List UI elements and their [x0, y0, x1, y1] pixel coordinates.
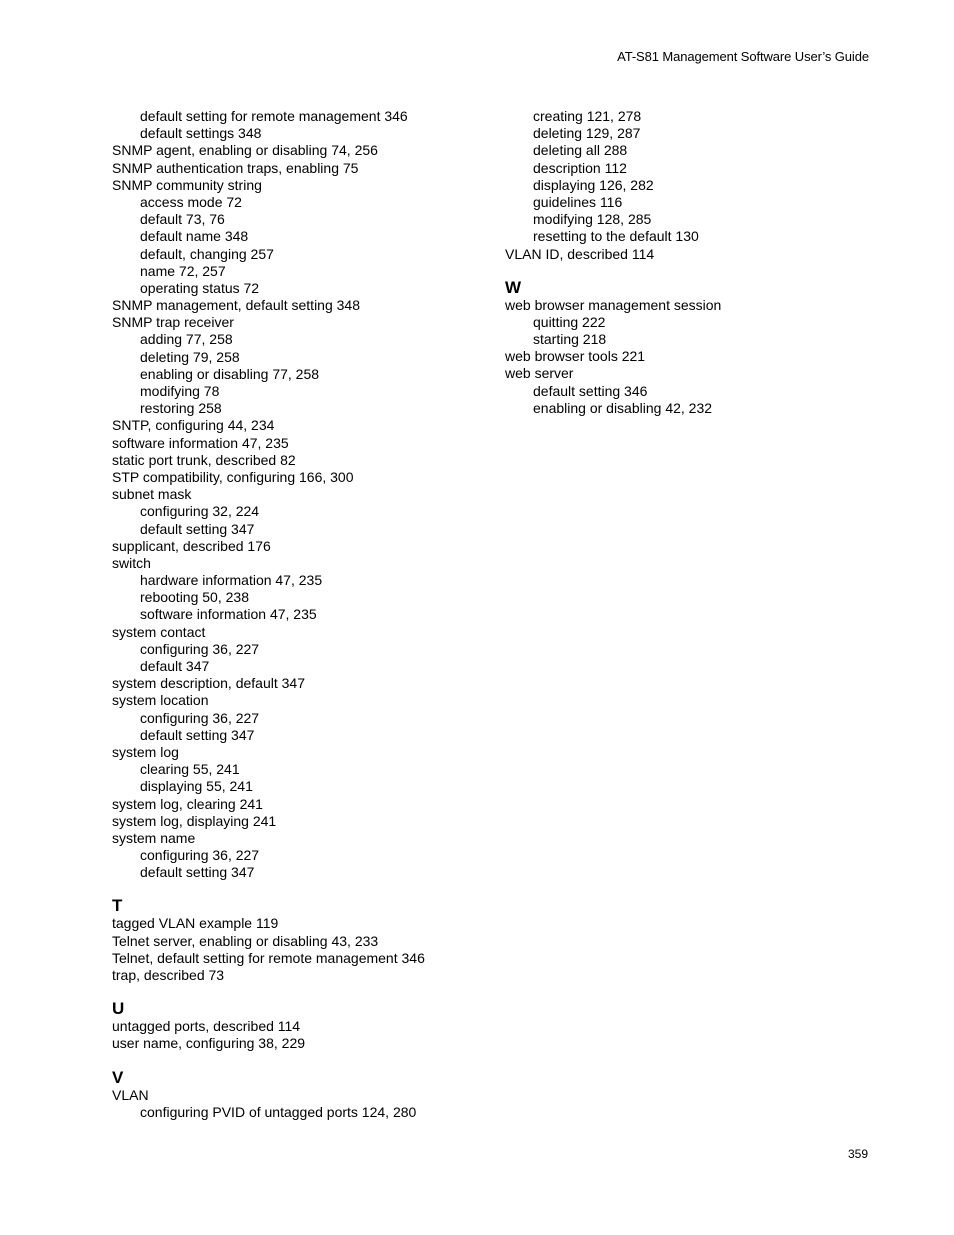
index-entry: software information 47, 235 — [112, 434, 289, 451]
index-entry: system log, displaying 241 — [112, 812, 277, 829]
index-entry: tagged VLAN example 119 — [112, 915, 279, 932]
index-entry: SNMP authentication traps, enabling 75 — [112, 159, 359, 176]
index-entry: system contact — [112, 623, 206, 640]
index-subentry: software information 47, 235 — [140, 606, 317, 623]
index-section-letter: T — [112, 896, 123, 916]
index-subentry: default 347 — [140, 658, 210, 674]
index-subentry: name 72, 257 — [140, 262, 226, 279]
index-entry: VLAN — [112, 1086, 149, 1103]
index-subentry: deleting 129, 287 — [533, 125, 641, 142]
index-subentry: displaying 126, 282 — [533, 176, 654, 193]
index-subentry: deleting all 288 — [533, 142, 628, 159]
index-entry: STP compatibility, configuring 166, 300 — [112, 468, 354, 485]
index-entry: Telnet, default setting for remote management 346 — [112, 949, 425, 966]
index-entry: web browser tools 221 — [505, 348, 646, 365]
index-entry: static port trunk, described 82 — [112, 451, 296, 468]
index-subentry: configuring 36, 227 — [140, 709, 260, 726]
index-subentry: default setting 347 — [140, 864, 255, 881]
index-subentry: deleting 79, 258 — [140, 348, 240, 365]
index-subentry: adding 77, 258 — [140, 331, 233, 348]
index-entry: SNMP trap receiver — [112, 314, 234, 331]
index-entry: user name, configuring 38, 229 — [112, 1035, 306, 1052]
index-subentry: default setting for remote management 346 — [140, 108, 408, 124]
index-subentry: modifying 128, 285 — [533, 211, 652, 228]
index-subentry: configuring 32, 224 — [140, 503, 260, 520]
index-entry: system log, clearing 241 — [112, 795, 263, 812]
index-subentry: enabling or disabling 42, 232 — [533, 399, 713, 416]
index-entry: system name — [112, 829, 196, 846]
index-entry: SNMP community string — [112, 176, 262, 193]
index-subentry: starting 218 — [533, 331, 607, 348]
index-subentry: configuring 36, 227 — [140, 640, 260, 657]
index-entry: subnet mask — [112, 486, 192, 503]
index-entry: Telnet server, enabling or disabling 43, 233 — [112, 932, 379, 949]
index-entry: system log — [112, 743, 179, 760]
index-subentry: description 112 — [533, 159, 627, 176]
index-entry: SNTP, configuring 44, 234 — [112, 417, 275, 434]
index-subentry: rebooting 50, 238 — [140, 589, 249, 606]
index-entry: system description, default 347 — [112, 675, 305, 692]
index-subentry: default settings 348 — [140, 125, 262, 142]
index-subentry: default setting 346 — [533, 382, 648, 399]
index-subentry: default name 348 — [140, 228, 249, 245]
index-entry: SNMP agent, enabling or disabling 74, 256 — [112, 142, 378, 159]
running-header: AT-S81 Management Software User’s Guide — [617, 49, 869, 64]
index-entry: web browser management session — [505, 296, 722, 313]
index-entry: untagged ports, described 114 — [112, 1018, 301, 1035]
page-number: 359 — [847, 1147, 868, 1161]
index-subentry: restoring 258 — [140, 400, 222, 417]
index-entry: VLAN ID, described 114 — [505, 245, 655, 262]
index-section-letter: V — [112, 1067, 124, 1087]
index-subentry: modifying 78 — [140, 383, 220, 399]
index-subentry: resetting to the default 130 — [533, 228, 699, 245]
index-subentry: quitting 222 — [533, 313, 606, 330]
index-section-letter: U — [112, 999, 125, 1019]
index-subentry: default setting 347 — [140, 520, 255, 537]
index-subentry: guidelines 116 — [533, 193, 623, 210]
index-subentry: clearing 55, 241 — [140, 761, 240, 778]
index-subentry: hardware information 47, 235 — [140, 572, 323, 589]
index-subentry: default 73, 76 — [140, 211, 225, 228]
index-entry: trap, described 73 — [112, 967, 225, 983]
index-subentry: operating status 72 — [140, 279, 260, 296]
index-subentry: enabling or disabling 77, 258 — [140, 365, 320, 382]
index-entry: SNMP management, default setting 348 — [112, 297, 361, 314]
index-subentry: default setting 347 — [140, 726, 255, 743]
index-entry: system location — [112, 692, 209, 709]
index-entry: web server — [505, 365, 574, 382]
index-entry: switch — [112, 554, 151, 571]
index-subentry: configuring 36, 227 — [140, 847, 260, 864]
index-column-left — [112, 108, 502, 1121]
index-column-right — [505, 108, 885, 417]
index-section-letter: W — [505, 277, 522, 297]
index-subentry: configuring PVID of untagged ports 124, 280 — [140, 1103, 417, 1120]
index-subentry: access mode 72 — [140, 193, 242, 210]
index-subentry: default, changing 257 — [140, 245, 274, 262]
index-subentry: displaying 55, 241 — [140, 778, 253, 795]
index-entry: supplicant, described 176 — [112, 537, 271, 554]
index-subentry: creating 121, 278 — [533, 108, 642, 124]
